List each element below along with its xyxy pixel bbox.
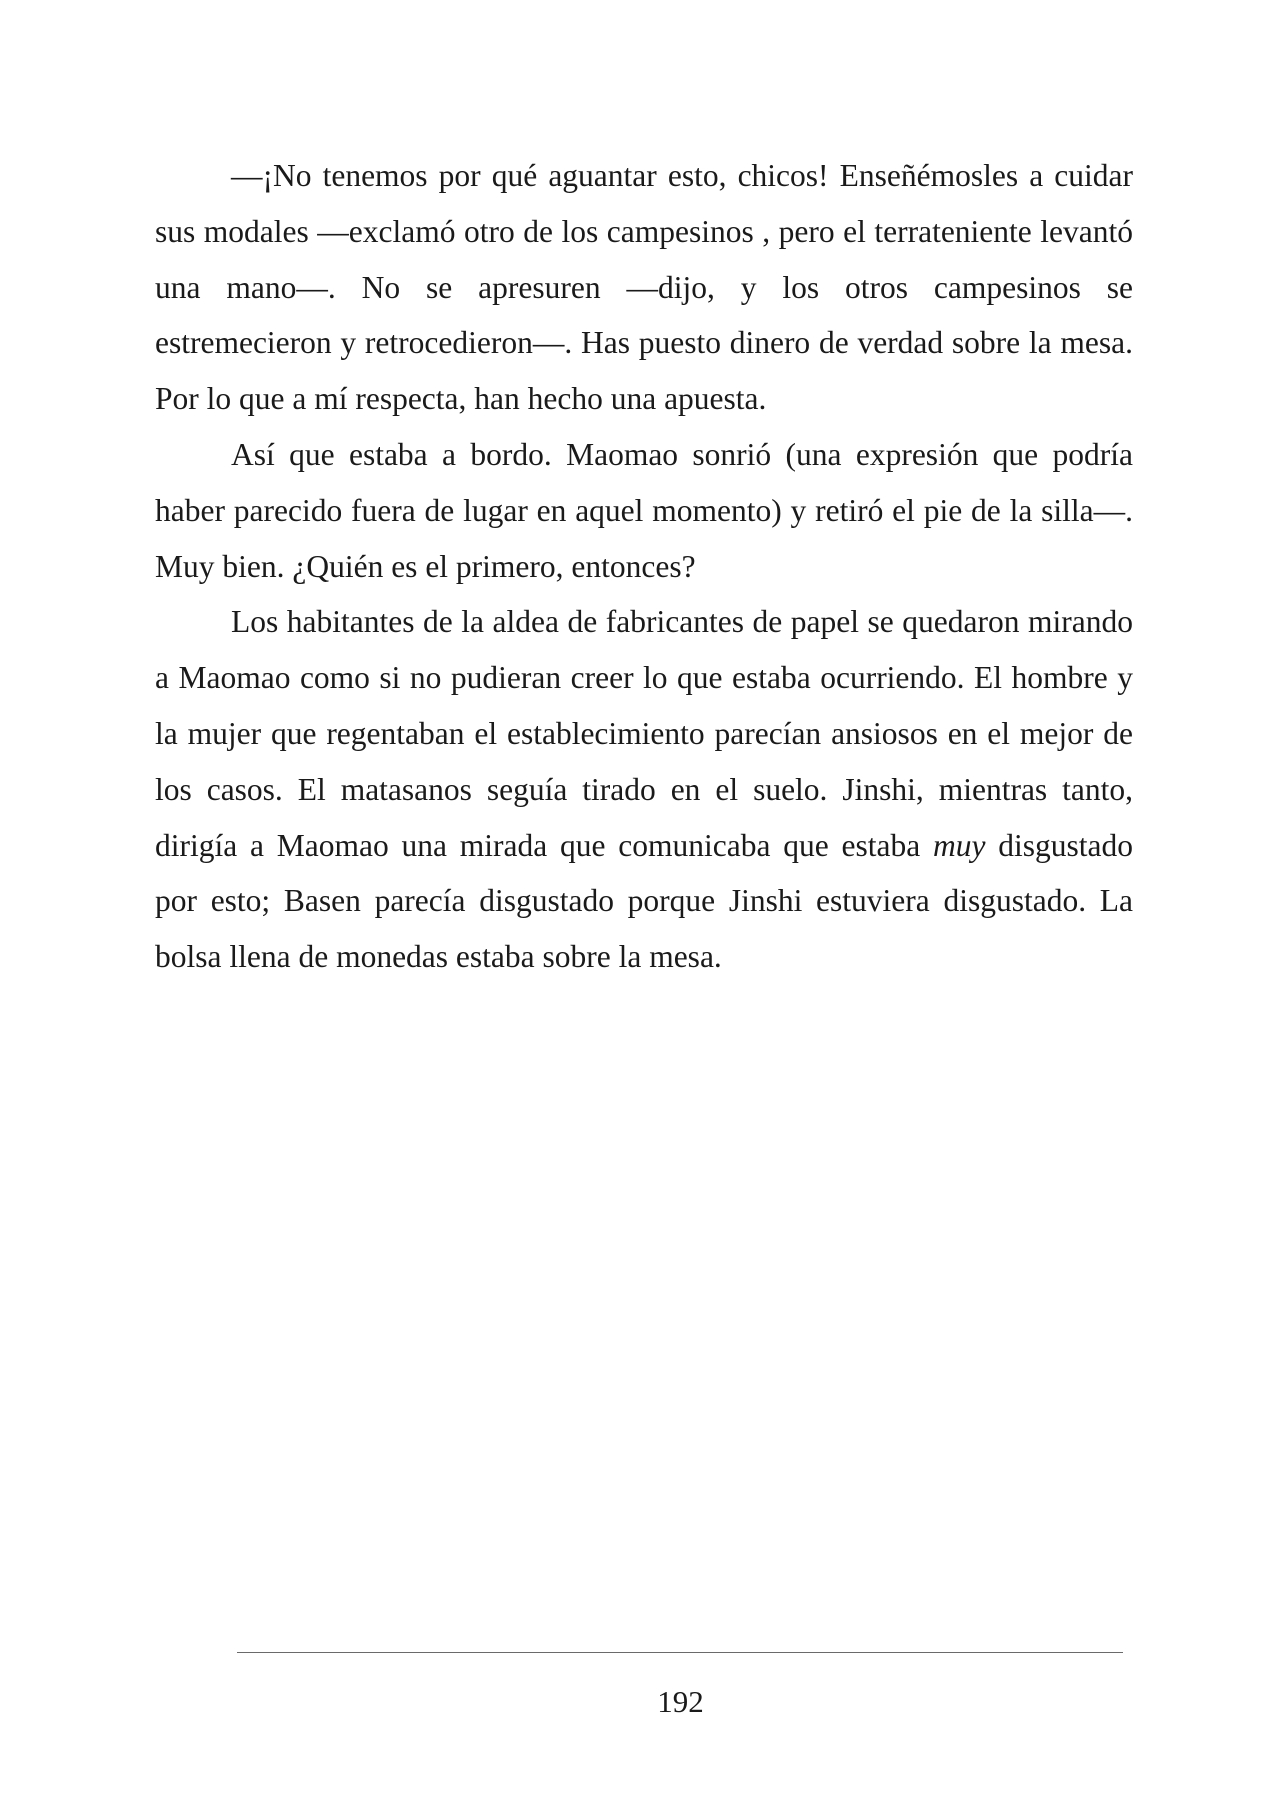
paragraph-3 <box>155 594 1133 985</box>
footer-divider <box>237 1652 1123 1653</box>
paragraph-3-text-a: Los habitantes de la aldea de fabricantes de papel se quedaron mirando a Maomao como si no pudieran creer lo que estaba ocurriendo. El hombre y la mujer que regentaban el establecimiento parecían ansiosos en el mejor de los casos. El matasanos seguía tirado en el suelo. Jinshi, mientras tanto, dirigía a Maomao una mirada que comunicaba que estaba <box>155 604 1133 863</box>
paragraph-3-text-b: disgustado por esto; Basen parecía disgustado porque Jinshi estuviera disgustado. La bolsa llena de monedas estaba sobre la mesa. <box>155 827 1133 975</box>
paragraph-2 <box>155 427 1133 594</box>
page-number: 192 <box>657 1684 704 1719</box>
paragraph-1-text: —¡No tenemos por qué aguantar esto, chicos! Enseñémosles a cuidar sus modales —exclamó otro de los campesinos , pero el terrateniente levantó una mano—. No se apresuren —dijo, y los otros campesinos se estremecieron y retrocedieron—. Has puesto dinero de verdad sobre la mesa. Por lo que a mí respecta, han hecho una apuesta. <box>155 158 1133 417</box>
paragraph-3-emphasis: muy <box>932 827 986 863</box>
page-body <box>155 148 1133 985</box>
paragraph-2-text: Así que estaba a bordo. Maomao sonrió (una expresión que podría haber parecido fuera de lugar en aquel momento) y retiró el pie de la silla—. Muy bien. ¿Quién es el primero, entonces? <box>155 436 1133 584</box>
paragraph-1 <box>155 148 1133 427</box>
